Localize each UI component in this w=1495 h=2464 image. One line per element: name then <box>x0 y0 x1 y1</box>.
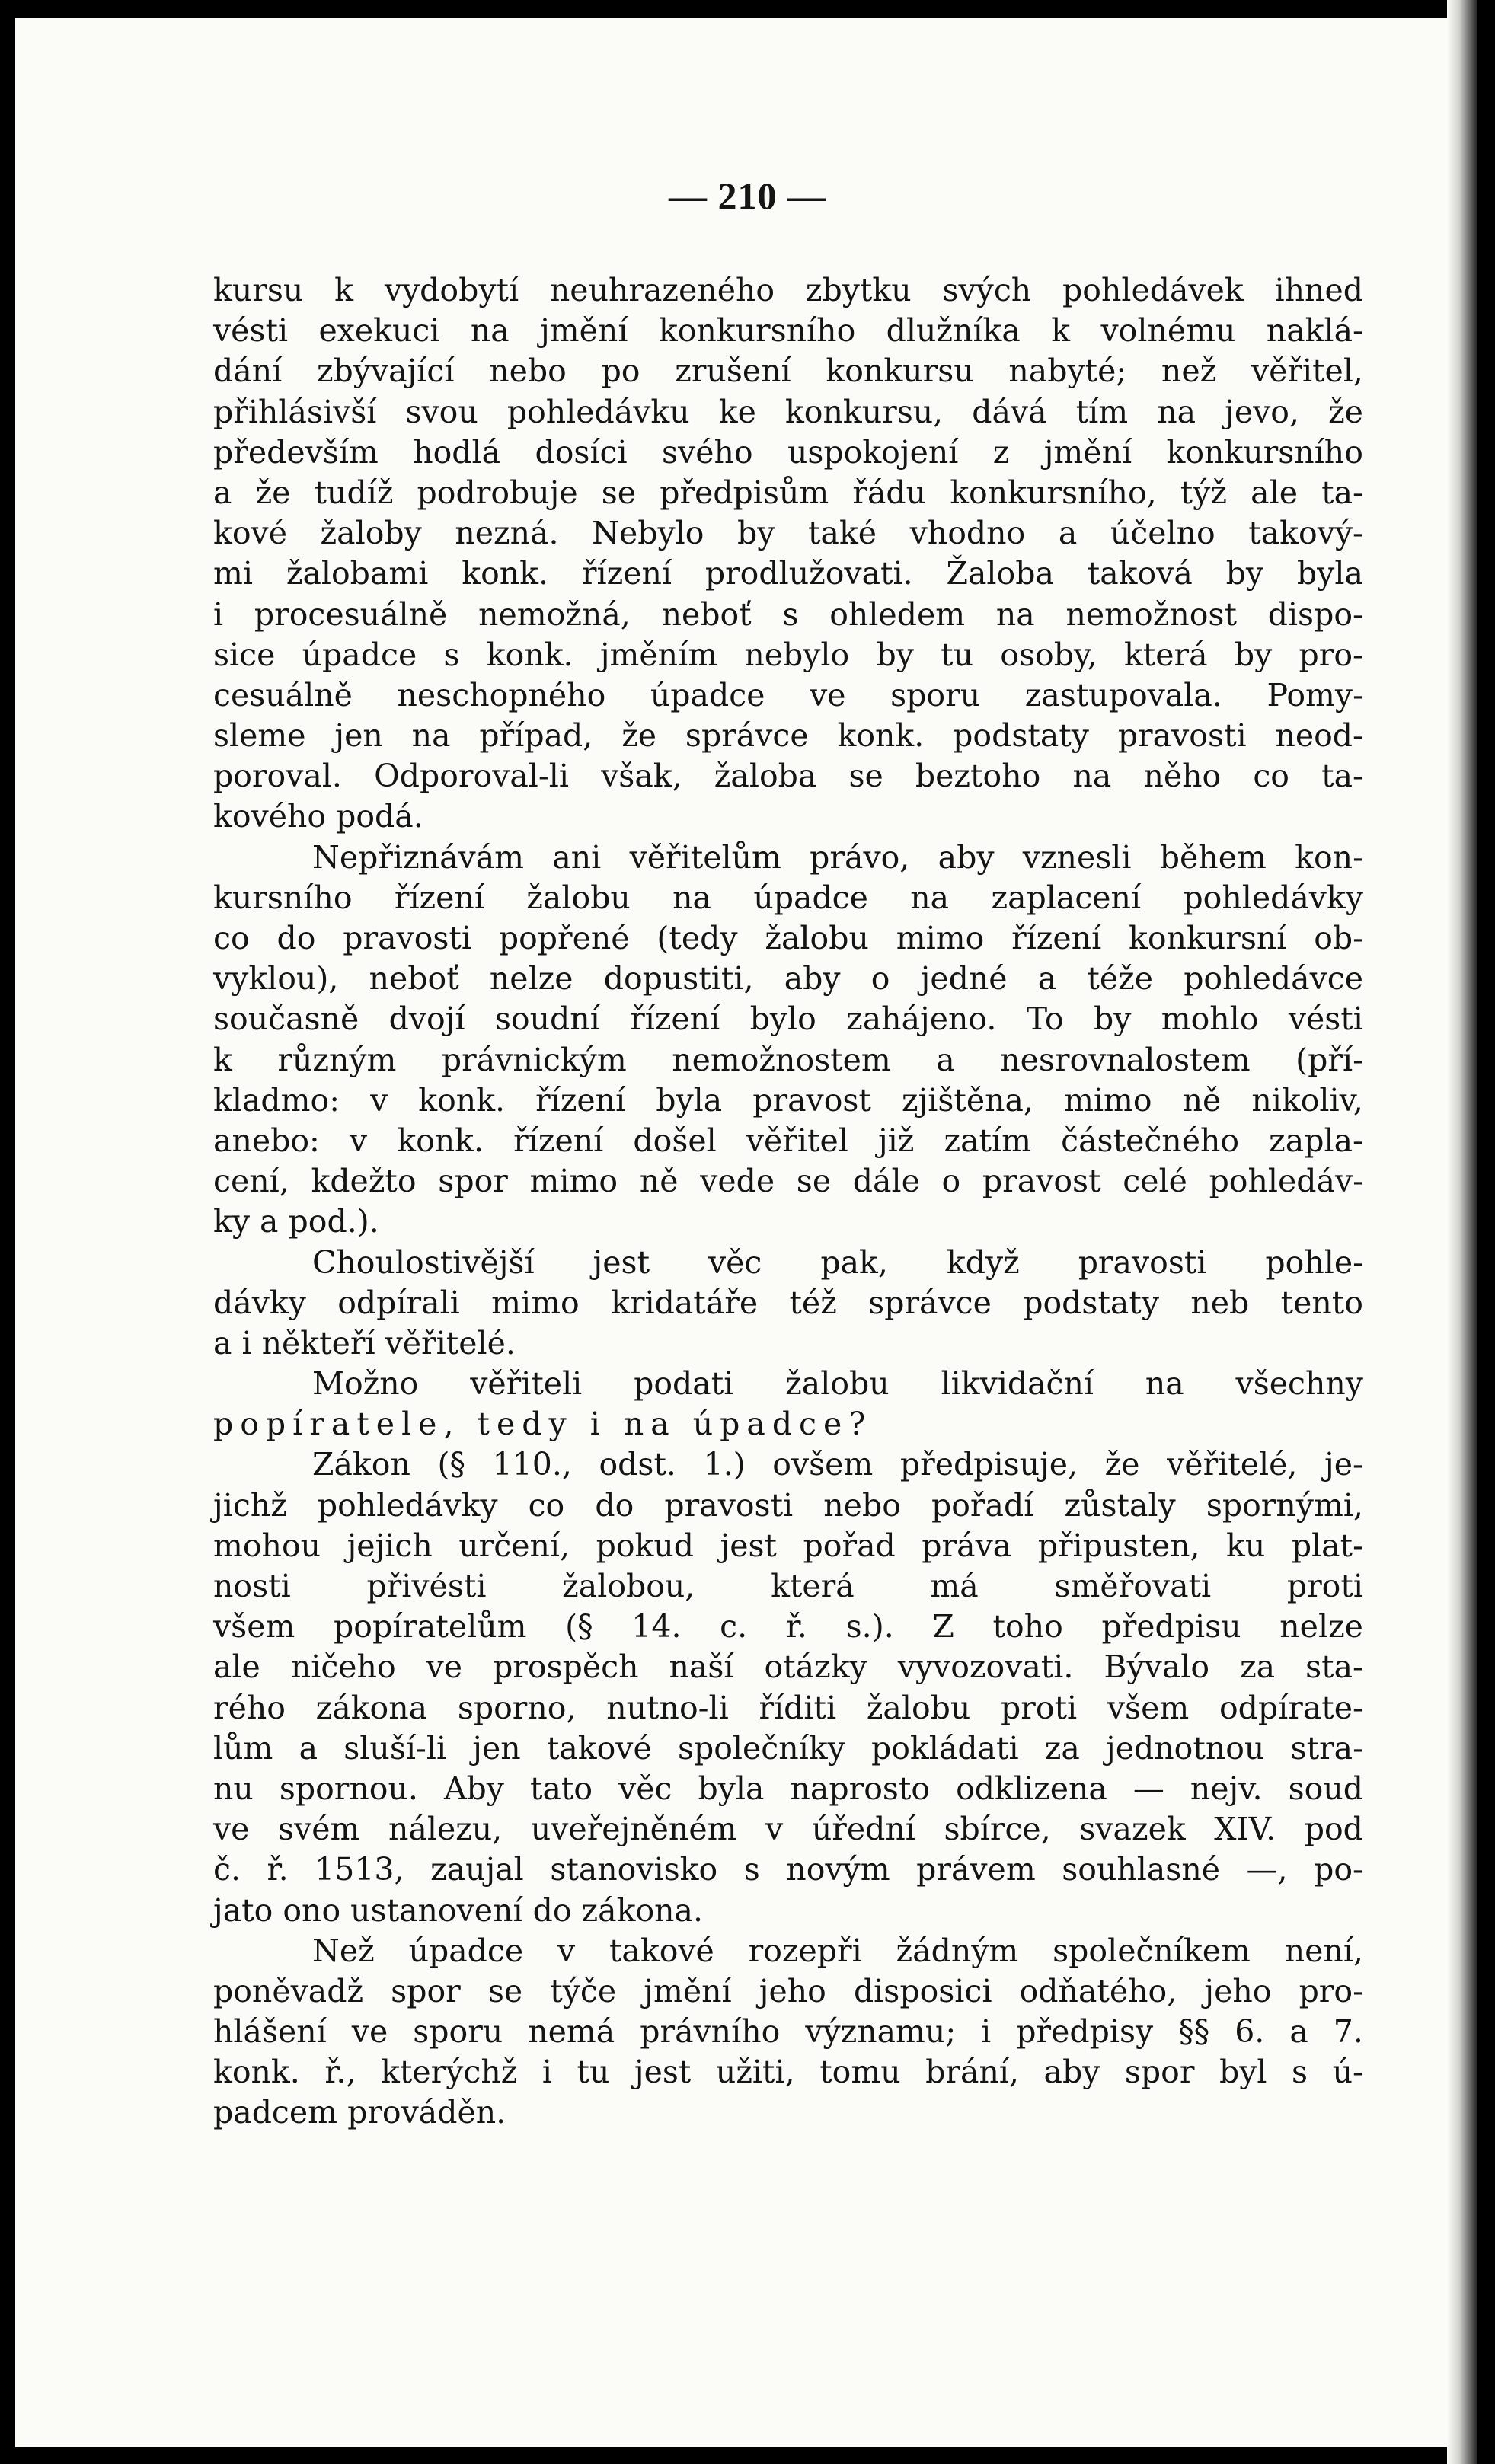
text-line: Choulostivější jest věc pak, když pravosti pohle- <box>312 1243 1363 1281</box>
text-line: rého zákona sporno, nutno-li říditi žalobu proti všem odpírate- <box>213 1689 1363 1726</box>
text-line: dávky odpírali mimo kridatáře též správce podstaty neb tento <box>213 1284 1363 1321</box>
text-line: dání zbývající nebo po zrušení konkursu nabyté; než věřitel, <box>213 353 1363 390</box>
text-line: cení, kdežto spor mimo ně vede se dále o pravost celé pohledáv- <box>213 1163 1363 1200</box>
text-line: i procesuálně nemožná, neboť s ohledem na nemožnost dispo- <box>213 595 1363 633</box>
text-line: sleme jen na případ, že správce konk. podstaty pravosti neod- <box>213 717 1363 755</box>
text-line: co do pravosti popřené (tedy žalobu mimo řízení konkursní ob- <box>213 920 1363 956</box>
text-line: současně dvojí soudní řízení bylo zahájeno. To by mohlo vésti <box>213 1001 1363 1038</box>
text-line: ky a pod.). <box>213 1203 379 1240</box>
text-line: lům a sluší-li jen takové společníky pokládati za jednotnou stra- <box>213 1729 1363 1767</box>
text-line: a že tudíž podrobuje se předpisům řádu konkursního, týž ale ta- <box>213 474 1363 511</box>
text-line: vyklou), neboť nelze dopustiti, aby o jedné a téže pohledávce <box>213 960 1363 997</box>
text-line: Než úpadce v takové rozepři žádným společníkem není, <box>312 1932 1363 1969</box>
text-line: sice úpadce s konk. jměním nebylo by tu osoby, která by pro- <box>213 636 1363 673</box>
text-line: nosti přivésti žalobou, která má směřovati proti <box>213 1568 1363 1604</box>
text-line: č. ř. 1513, zaujal stanovisko s novým právem souhlasné —, po- <box>213 1851 1363 1888</box>
text-line: jato ono ustanovení do zákona. <box>213 1891 704 1929</box>
text-line: Zákon (§ 110., odst. 1.) ovšem předpisuje, že věřitelé, je- <box>312 1446 1363 1483</box>
text-line: nu spornou. Aby tato věc byla naprosto odklizena — nejv. soud <box>213 1770 1363 1807</box>
text-line: kursního řízení žalobu na úpadce na zaplacení pohledávky <box>213 879 1363 916</box>
text-line: anebo: v konk. řízení došel věřitel již zatím částečného zapla- <box>213 1122 1363 1159</box>
text-line: jichž pohledávky co do pravosti nebo pořadí zůstaly spornými, <box>213 1486 1363 1524</box>
text-line: hlášení ve sporu nemá právního významu; i předpisy §§ 6. a 7. <box>213 2013 1363 2051</box>
text-line: k různým právnickým nemožnostem a nesrovnalostem (pří- <box>213 1041 1363 1078</box>
text-line: ale ničeho ve prospěch naší otázky vyvozovati. Bývalo za sta- <box>213 1649 1363 1686</box>
text-line: konk. ř., kterýchž i tu jest užiti, tomu brání, aby spor byl s ú- <box>213 2054 1363 2091</box>
text-line: vésti exekuci na jmění konkursního dlužníka k volnému naklá- <box>213 312 1363 349</box>
page-number: — 210 — <box>669 174 826 217</box>
text-line: všem popíratelům (§ 14. c. ř. s.). Z toho předpisu nelze <box>213 1608 1363 1645</box>
text-line: mi žalobami konk. řízení prodlužovati. Žaloba taková by byla <box>213 555 1363 592</box>
text-line: především hodlá dosíci svého uspokojení z jmění konkursního <box>213 433 1363 471</box>
text-line: kursu k vydobytí neuhrazeného zbytku svých pohledávek ihned <box>213 272 1363 308</box>
text-line: přihlásivší svou pohledávku ke konkursu, dává tím na jevo, že <box>213 393 1363 430</box>
text-line: a i někteří věřitelé. <box>213 1324 516 1361</box>
text-line: mohou jejich určení, pokud jest pořad práva připusten, ku plat- <box>213 1527 1363 1564</box>
text-line: poroval. Odporoval-li však, žaloba se beztoho na něho co ta- <box>213 758 1363 795</box>
body-text <box>213 270 1363 2134</box>
text-line: kového podá. <box>213 798 423 835</box>
text-line: cesuálně neschopného úpadce ve sporu zastupovala. Pomy- <box>213 676 1363 713</box>
text-line: Možno věřiteli podati žalobu likvidační na všechny <box>312 1365 1363 1403</box>
text-line: poněvadž spor se týče jmění jeho disposici odňatého, jeho pro- <box>213 1972 1363 2009</box>
text-line: Nepřiznávám ani věřitelům právo, aby vznesli během kon- <box>312 838 1363 876</box>
text-line: ve svém nálezu, uveřejněném v úřední sbírce, svazek XIV. pod <box>213 1811 1363 1848</box>
text-line: popíratele, tedy i na úpadce? <box>213 1406 873 1443</box>
text-line: padcem prováděn. <box>213 2094 506 2131</box>
page-edge-shadow <box>1447 0 1477 2464</box>
text-line: kladmo: v konk. řízení byla pravost zjištěna, mimo ně nikoliv, <box>213 1081 1363 1119</box>
text-line: kové žaloby nezná. Nebylo by také vhodno a účelno takový- <box>213 515 1363 552</box>
